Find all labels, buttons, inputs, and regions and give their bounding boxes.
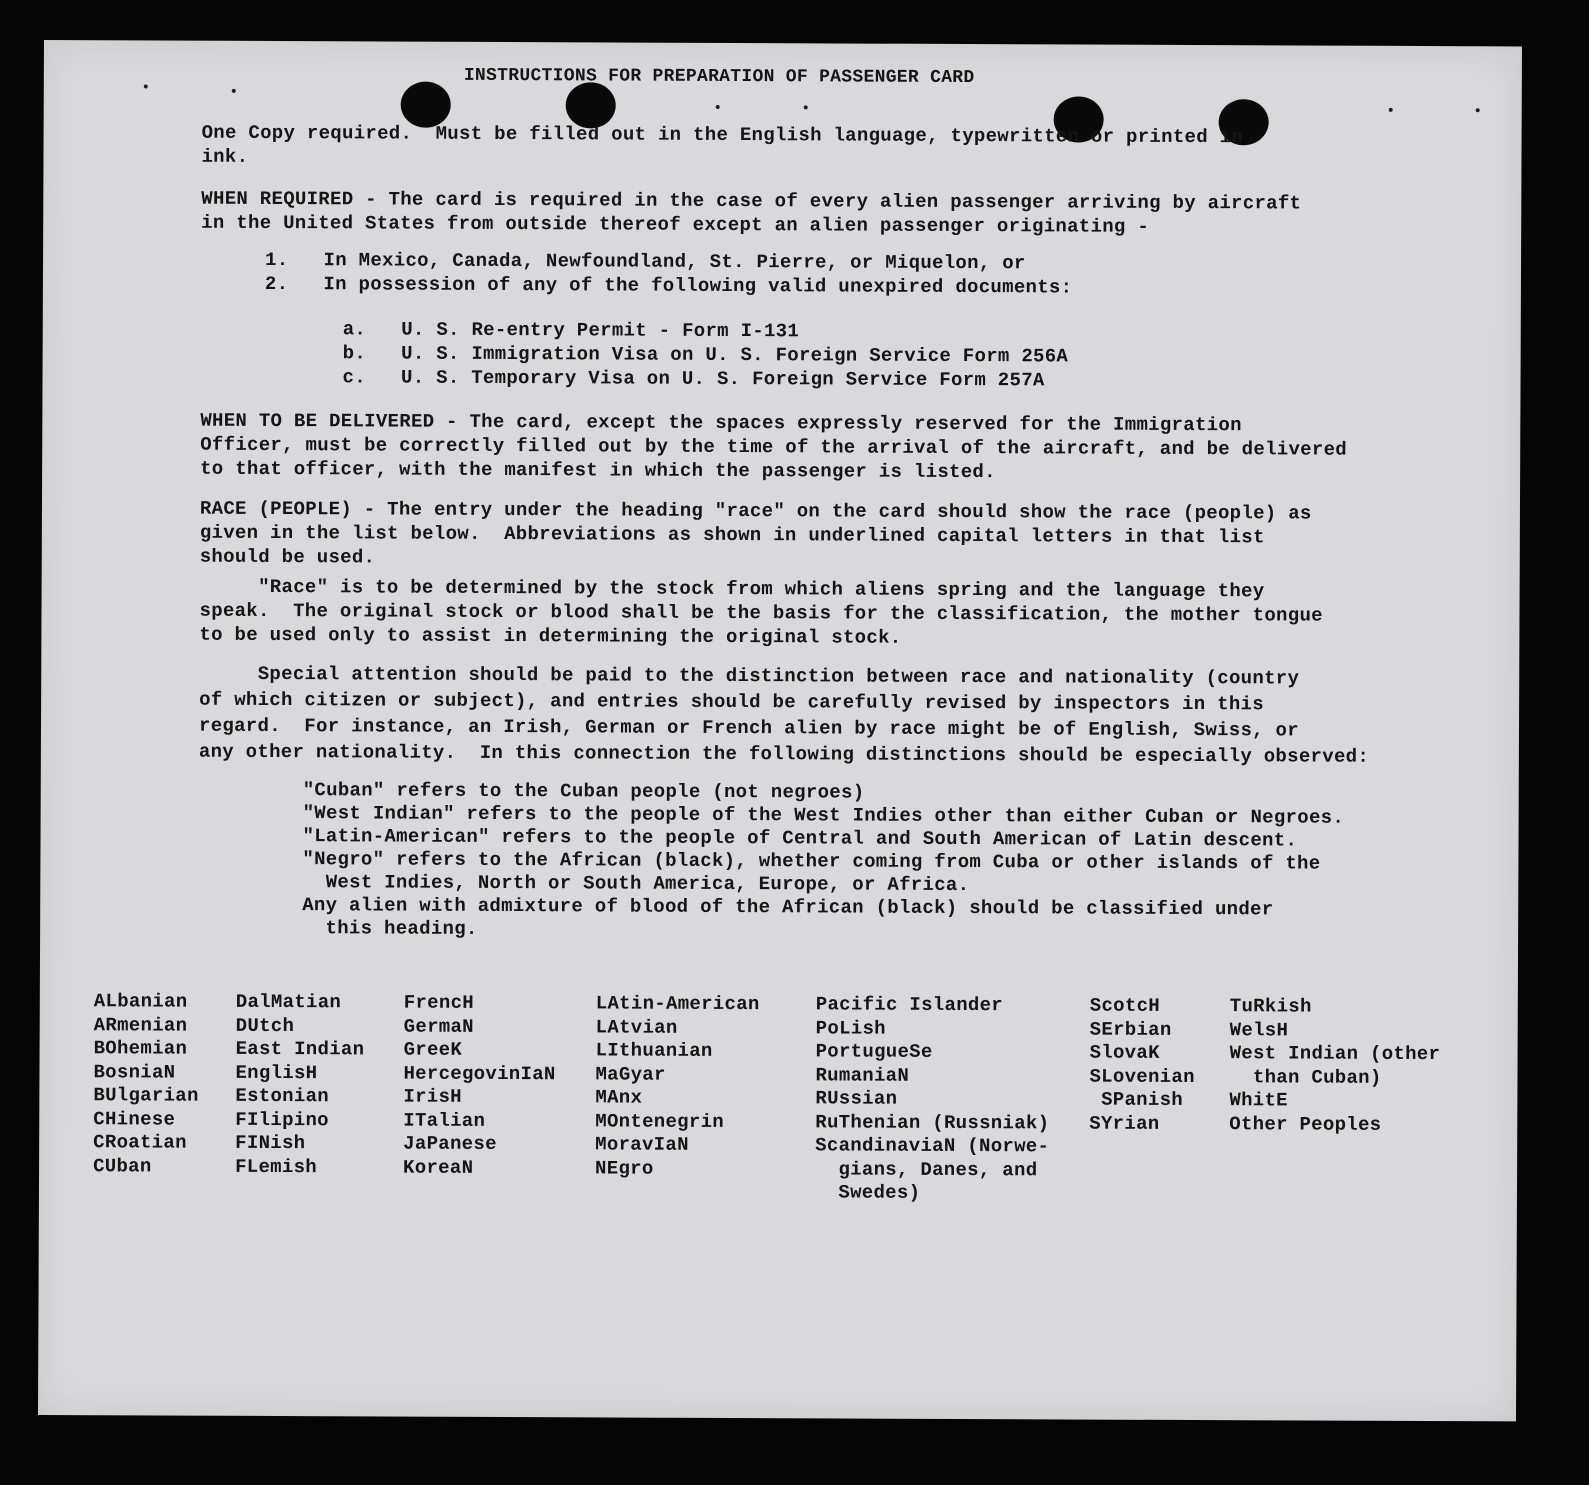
text-line: Any alien with admixture of blood of the African (black) should be classified under <box>302 894 1274 921</box>
race-entry: DUtch <box>235 1014 295 1037</box>
text-line: "Latin-American" refers to the people of Central and South American of Latin descent. <box>302 825 1298 852</box>
when-required-paragraph <box>201 187 1301 240</box>
text-line: RACE (PEOPLE) - The entry under the heading "race" on the card should show the race (people) as <box>199 497 1312 525</box>
race-entry: LIthuanian <box>595 1039 713 1062</box>
speck <box>804 105 808 109</box>
speck <box>144 84 148 88</box>
race-entry: IrisH <box>403 1085 462 1108</box>
race-entry: CRoatian <box>93 1131 187 1154</box>
race-entry: TuRkish <box>1229 995 1312 1018</box>
race-entry: East Indian <box>235 1037 365 1061</box>
race-entry: MAnx <box>595 1086 643 1109</box>
race-entry: DalMatian <box>235 990 342 1014</box>
text-line: given in the list below. Abbreviations as shown in underlined capital letters in that list <box>199 521 1265 549</box>
race-entry: gians, Danes, and <box>815 1157 1038 1181</box>
list-item: 2. In possession of any of the following valid unexpired documents: <box>264 272 1073 299</box>
intro-paragraph <box>201 121 1243 174</box>
text-line: to be used only to assist in determining the original stock. <box>199 623 902 649</box>
speck <box>1476 108 1480 112</box>
document-page <box>38 40 1522 1421</box>
race-entry: ScotcH <box>1089 994 1161 1017</box>
race-entry: ITalian <box>403 1109 486 1132</box>
text-line: this heading. <box>302 917 478 940</box>
race-entry: FIlipino <box>235 1108 329 1131</box>
race-entry: WhitE <box>1229 1089 1288 1112</box>
race-entry: SErbian <box>1089 1018 1172 1041</box>
race-entry: SPanish <box>1089 1088 1184 1111</box>
speck <box>716 105 720 109</box>
text-line: WHEN REQUIRED - The card is required in the case of every alien passenger arriving by aircraft <box>201 187 1302 215</box>
text-line: Special attention should be paid to the distinction between race and nationality (country <box>199 662 1300 690</box>
lettered-list <box>342 317 1068 392</box>
speck <box>232 89 236 93</box>
race-entry: SYrian <box>1089 1112 1160 1135</box>
list-item: c. U. S. Temporary Visa on U. S. Foreign Service Form 257A <box>342 366 1045 392</box>
race-entry: than Cuban) <box>1229 1065 1382 1089</box>
race-entry: HercegovinIaN <box>403 1062 556 1085</box>
race-column-5 <box>815 993 1050 1206</box>
race-entry: MOntenegrin <box>595 1109 725 1133</box>
text-line: any other nationality. In this connection the following distinctions should be especially observed: <box>198 740 1370 768</box>
race-entry: RumaniaN <box>815 1063 910 1087</box>
race-entry: ALbanian <box>93 990 188 1013</box>
text-line: of which citizen or subject), and entries should be carefully revised by inspectors in this <box>199 688 1265 716</box>
text-line: Officer, must be correctly filled out by the time of the arrival of the aircraft, and be delivered <box>200 433 1348 461</box>
text-line: One Copy required. Must be filled out in the English language, typewritten or printed in <box>201 121 1244 149</box>
text-line: in the United States from outside thereof except an alien passenger originating - <box>201 211 1150 238</box>
speck <box>1389 108 1393 112</box>
race-column-7 <box>1229 995 1440 1137</box>
text-line: "Negro" refers to the African (black), whether coming from Cuba or other islands of the <box>302 848 1321 875</box>
race-entry: Other Peoples <box>1229 1112 1382 1136</box>
numbered-list <box>265 248 1073 300</box>
race-entry: CHinese <box>93 1107 176 1131</box>
race-column-1 <box>93 990 199 1178</box>
list-item: b. U. S. Immigration Visa on U. S. Foreign Service Form 256A <box>342 342 1069 368</box>
race-entry: Swedes) <box>814 1181 921 1204</box>
race-entry: Pacific Islander <box>815 993 1004 1017</box>
text-line: ink. <box>201 145 249 168</box>
race-entry: FINish <box>235 1131 306 1155</box>
race-entry: BOhemian <box>93 1037 188 1060</box>
race-entry: BosniaN <box>93 1060 176 1084</box>
list-item: a. U. S. Re-entry Permit - Form I-131 <box>342 318 800 343</box>
race-entry: GermaN <box>403 1015 474 1038</box>
text-line: speak. The original stock or blood shall be the basis for the classification, the mother tongue <box>199 599 1323 627</box>
race-entry: NEgro <box>595 1156 654 1180</box>
race-entry: Estonian <box>235 1084 330 1108</box>
race-entry: GreeK <box>403 1038 463 1061</box>
text-line: "West Indian" refers to the people of the West Indies other than either Cuban or Negroes. <box>302 802 1345 829</box>
race-entry: ARmenian <box>93 1013 188 1037</box>
race-entry: EnglisH <box>235 1061 318 1084</box>
race-entry: PoLish <box>815 1016 886 1040</box>
race-entry: WelsH <box>1229 1018 1289 1041</box>
list-item: 1. In Mexico, Canada, Newfoundland, St. Pierre, or Miquelon, or <box>264 248 1026 275</box>
race-column-2 <box>235 991 365 1180</box>
distinctions-list <box>302 779 1344 945</box>
text-line: "Race" is to be determined by the stock from which aliens spring and the language they <box>199 575 1265 603</box>
when-delivered-paragraph <box>200 409 1347 486</box>
document-title: INSTRUCTIONS FOR PREPARATION OF PASSENGER CARD <box>463 65 975 89</box>
race-entry: FrencH <box>403 991 475 1014</box>
text-line: WHEN TO BE DELIVERED - The card, except the spaces expressly reserved for the Immigration <box>200 409 1242 437</box>
race-entry: PortugueSe <box>815 1040 933 1063</box>
race-entry: ScandinaviaN (Norwe- <box>815 1134 1050 1158</box>
text-line: "Cuban" refers to the Cuban people (not negroes) <box>302 779 865 804</box>
race-column-4 <box>595 992 760 1181</box>
race-entry: FLemish <box>235 1155 318 1178</box>
text-line: regard. For instance, an Irish, German or French alien by race might be of English, Swiss, or <box>198 714 1300 742</box>
race-entry: MoravIaN <box>595 1133 689 1156</box>
race-entry: SlovaK <box>1089 1041 1160 1064</box>
race-column-6 <box>1089 995 1195 1136</box>
text-line: West Indies, North or South America, Europe, or Africa. <box>302 871 970 897</box>
race-entry: SLovenian <box>1089 1065 1195 1088</box>
race-paragraph <box>199 497 1323 652</box>
race-entry: CUban <box>93 1154 152 1177</box>
race-entry: JaPanese <box>403 1132 497 1155</box>
race-entry: MaGyar <box>595 1062 666 1086</box>
race-entry: RuThenian (Russniak) <box>815 1110 1050 1134</box>
race-entry: LAtin-American <box>595 992 760 1016</box>
race-entry: KoreaN <box>403 1156 474 1179</box>
race-entry: RUssian <box>815 1087 898 1110</box>
race-entry: West Indian (other <box>1229 1042 1441 1066</box>
race-column-3 <box>403 992 556 1181</box>
special-attention-paragraph <box>199 661 1370 770</box>
text-line: to that officer, with the manifest in which the passenger is listed. <box>200 457 996 484</box>
text-line: should be used. <box>199 545 376 569</box>
race-entry: BUlgarian <box>93 1084 199 1107</box>
race-entry: LAtvian <box>595 1015 678 1039</box>
